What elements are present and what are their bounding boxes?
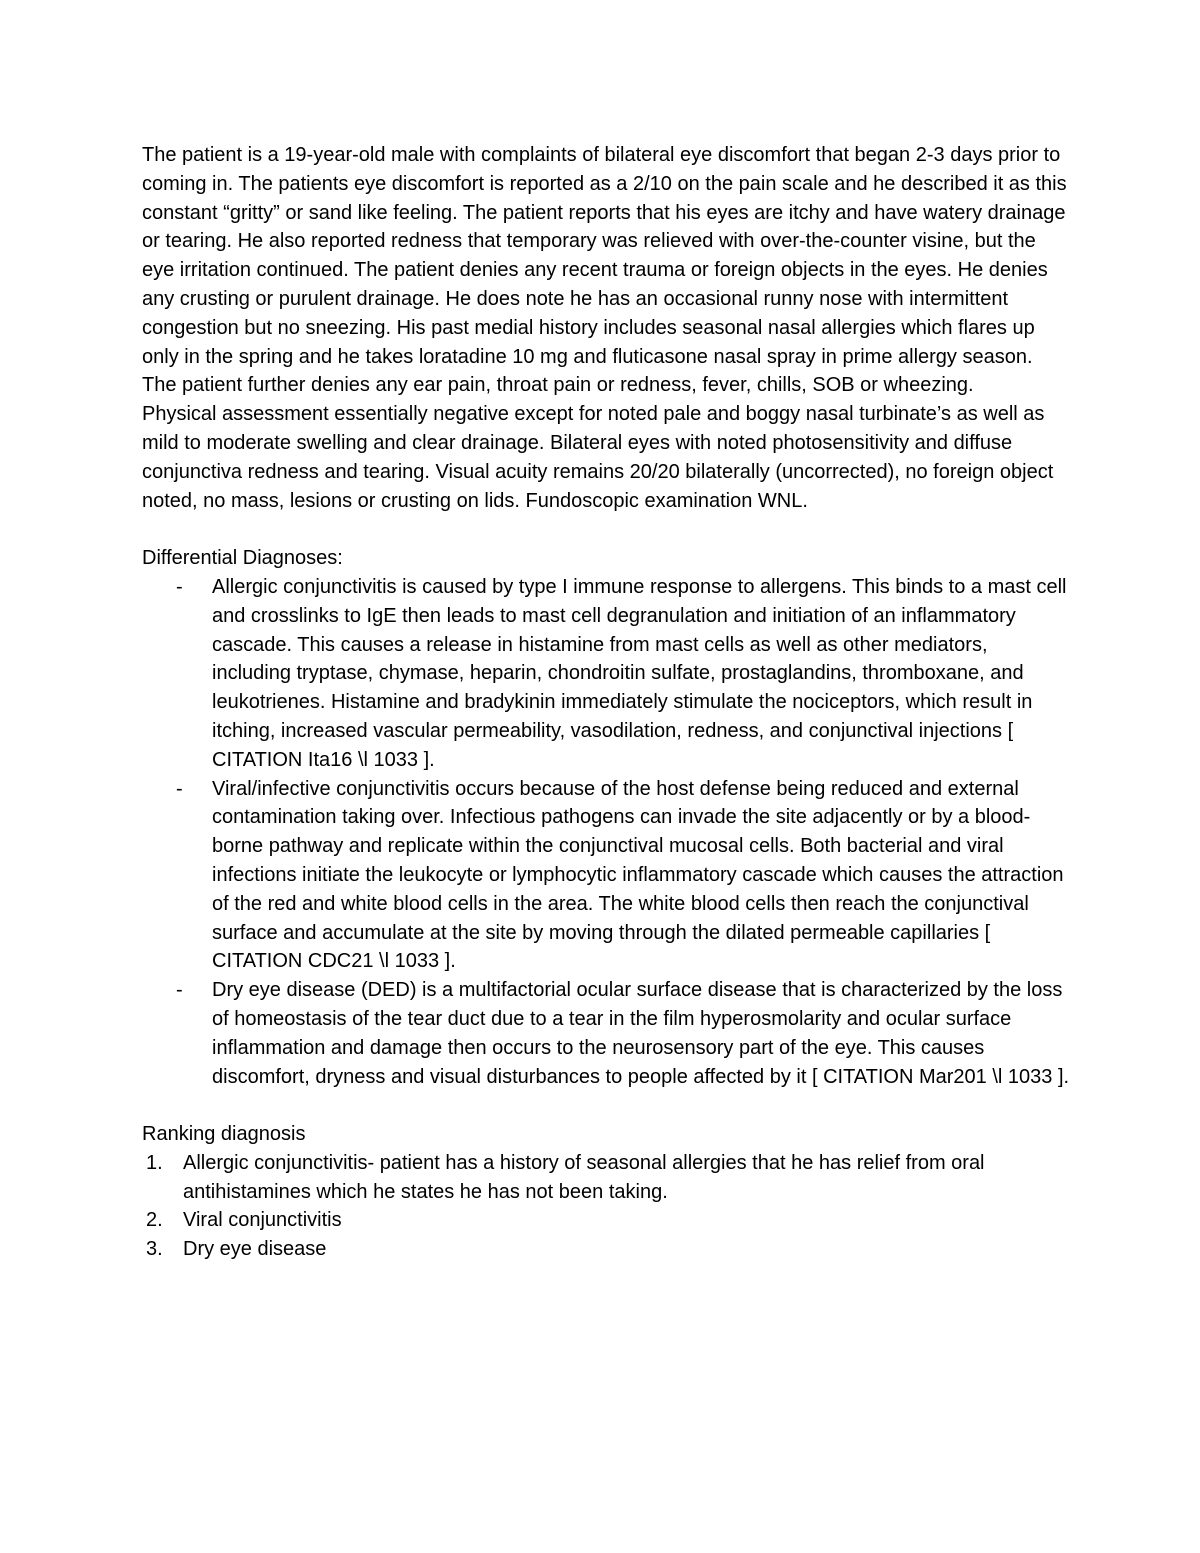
differential-heading: Differential Diagnoses: — [142, 547, 343, 570]
differential-item-text: Viral/infective conjunctivitis occurs because of the host defense being reduced and external contamination taking over. Infectious pathogens can invade the site adjacently or by a blood-borne pathway and replicate within the conjunctival mucosal cells. Both bacterial and viral infections initiate the leukocyte or lymphocytic inflammatory cascade which causes the attraction of the red and white blood cells in the area. The white blood cells then reach the conjunctival surface and accumulate at the site by moving through the dilated permeable capillaries [ CITATION CDC21 \l 1033 ]. — [212, 777, 1064, 973]
dash-bullet: - — [176, 575, 183, 598]
paragraph-spacer — [142, 515, 1072, 544]
ranking-item-text: Dry eye disease — [183, 1238, 327, 1261]
differential-item-dry-eye — [142, 976, 1072, 1091]
physical-assessment-paragraph: Physical assessment essentially negative except for noted pale and boggy nasal turbinate’s as well as mild to moderate swelling and clear drainage. Bilateral eyes with noted photosensitivity and diffuse conjunctiva redness and tearing. Visual acuity remains 20/20 bilaterally (uncorrected), no foreign object noted, no mass, lesions or crusting on lids. Fundoscopic examination WNL. — [142, 403, 1054, 512]
differential-item-text: Dry eye disease (DED) is a multifactorial ocular surface disease that is characterized by the loss of homeostasis of the tear duct due to a tear in the film hyperosmolarity and ocular surface inflammation and damage then occurs to the neurosensory part of the eye. This causes discomfort, dryness and visual disturbances to people affected by it [ CITATION Mar201 \l 1033 ]. — [212, 979, 1070, 1088]
ranking-number: 1. — [146, 1151, 163, 1174]
differential-item-allergic — [142, 573, 1072, 775]
document-body — [142, 141, 1072, 1264]
ranking-item-text: Viral conjunctivitis — [183, 1209, 342, 1232]
differential-item-viral — [142, 775, 1072, 977]
ranking-heading: Ranking diagnosis — [142, 1123, 306, 1146]
differential-item-text: Allergic conjunctivitis is caused by type I immune response to allergens. This binds to a mast cell and crosslinks to IgE then leads to mast cell degranulation and initiation of an inflammatory cascade. This causes a release in histamine from mast cells as well as other mediators, including tryptase, chymase, heparin, chondroitin sulfate, prostaglandins, thromboxane, and leukotrienes. Histamine and bradykinin immediately stimulate the nociceptors, which result in itching, increased vascular permeability, vasodilation, redness, and conjunctival injections [ CITATION Ita16 \l 1033 ]. — [212, 575, 1067, 771]
ranking-item-3 — [142, 1235, 1072, 1264]
ranking-item-1 — [142, 1149, 1072, 1207]
ranking-list — [142, 1149, 1072, 1264]
ranking-number: 3. — [146, 1238, 163, 1261]
hpi-paragraph: The patient is a 19-year-old male with complaints of bilateral eye discomfort that began 2-3 days prior to coming in. The patients eye discomfort is reported as a 2/10 on the pain scale and he described it as this constant “gritty” or sand like feeling. The patient reports that his eyes are itchy and have watery drainage or tearing. He also reported redness that temporary was relieved with over-the-counter visine, but the eye irritation continued. The patient denies any recent trauma or foreign objects in the eyes. He denies any crusting or purulent drainage. He does note he has an occasional runny nose with intermittent congestion but no sneezing. His past medial history includes seasonal nasal allergies which flares up only in the spring and he takes loratadine 10 mg and fluticasone nasal spray in prime allergy season. The patient further denies any ear pain, throat pain or redness, fever, chills, SOB or wheezing. — [142, 144, 1067, 397]
dash-bullet: - — [176, 979, 183, 1002]
ranking-number: 2. — [146, 1209, 163, 1232]
dash-bullet: - — [176, 777, 183, 800]
paragraph-spacer — [142, 1091, 1072, 1120]
differential-list — [142, 573, 1072, 1091]
ranking-item-text: Allergic conjunctivitis- patient has a history of seasonal allergies that he has relief from oral antihistamines which he states he has not been taking. — [183, 1151, 985, 1203]
ranking-item-2 — [142, 1206, 1072, 1235]
